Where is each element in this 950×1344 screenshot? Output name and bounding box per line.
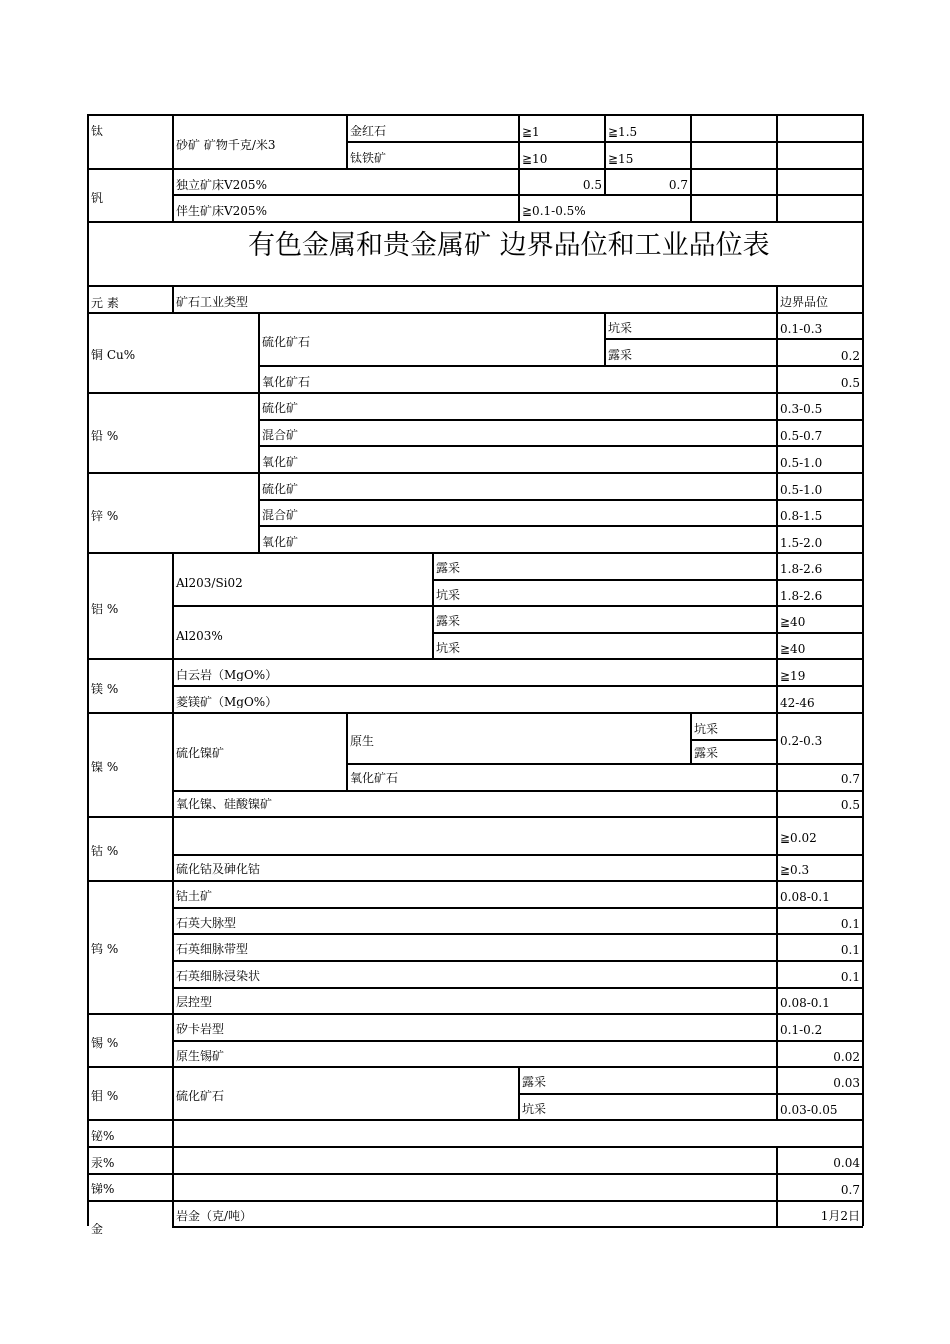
w-type-1: 钴土矿 (176, 890, 213, 902)
ti-boundary-1: ≧1 (522, 126, 540, 138)
pb-type-2: 混合矿 (262, 429, 299, 441)
header-element: 元 素 (91, 297, 119, 309)
co-value-1: ≧0.02 (780, 832, 817, 844)
w-type-5: 层控型 (176, 996, 213, 1008)
zn-value-3: 1.5-2.0 (780, 537, 823, 549)
ni-oxide: 氧化矿石 (350, 772, 399, 784)
w-type-4: 石英细脉浸染状 (176, 970, 261, 982)
ni-primary: 原生 (350, 735, 375, 747)
sn-value-1: 0.1-0.2 (780, 1024, 823, 1036)
w-value-4: 0.1 (840, 971, 860, 983)
cu-sulfide: 硫化矿石 (262, 336, 311, 348)
ni-silicate: 氧化镍、硅酸镍矿 (176, 798, 273, 810)
element-mo: 钼 % (91, 1090, 119, 1102)
pb-type-3: 氧化矿 (262, 456, 299, 468)
cu-open-value: 0.2 (840, 350, 860, 362)
ti-mineral-2: 钛铁矿 (350, 152, 387, 164)
element-al: 铝 % (91, 603, 119, 615)
sb-value: 0.7 (840, 1184, 860, 1196)
mg-type-1: 白云岩（MgO%） (176, 669, 278, 681)
cu-pit: 坑采 (608, 322, 633, 334)
ti-mineral-1: 金红石 (350, 125, 387, 137)
element-au: 金 (91, 1223, 104, 1235)
cu-pit-value: 0.1-0.3 (780, 323, 823, 335)
cu-open: 露采 (608, 349, 633, 361)
mo-type: 硫化矿石 (176, 1090, 225, 1102)
pb-value-3: 0.5-1.0 (780, 457, 823, 469)
element-zn: 锌 % (91, 510, 119, 522)
mo-open: 露采 (522, 1076, 547, 1088)
sn-value-2: 0.02 (833, 1051, 860, 1063)
w-value-5: 0.08-0.1 (780, 997, 830, 1009)
mo-pit-value: 0.03-0.05 (780, 1104, 838, 1116)
ti-boundary-2: ≧10 (522, 153, 548, 165)
element-pb: 铅 % (91, 430, 119, 442)
zn-type-3: 氧化矿 (262, 536, 299, 548)
zn-type-1: 硫化矿 (262, 483, 299, 495)
al-mining-2: 坑采 (436, 589, 461, 601)
element-sb: 锑% (91, 1183, 115, 1195)
mg-value-2: 42-46 (780, 697, 815, 709)
ni-oxide-value: 0.7 (840, 773, 860, 785)
v-industrial-1: 0.7 (668, 179, 688, 191)
al-value-1: 1.8-2.6 (780, 563, 823, 575)
ti-industrial-1: ≧1.5 (608, 126, 638, 138)
mg-type-2: 菱镁矿（MgO%） (176, 696, 278, 708)
zn-value-2: 0.8-1.5 (780, 510, 823, 522)
sn-type-2: 原生锡矿 (176, 1050, 225, 1062)
pb-value-1: 0.3-0.5 (780, 403, 823, 415)
v-type-1: 独立矿床V205% (176, 179, 267, 191)
cu-oxide-value: 0.5 (840, 377, 860, 389)
w-type-3: 石英细脉带型 (176, 943, 249, 955)
w-value-3: 0.1 (840, 944, 860, 956)
v-boundary-1: 0.5 (582, 179, 602, 191)
mg-value-1: ≧19 (780, 670, 806, 682)
element-w: 钨 % (91, 943, 119, 955)
zn-type-2: 混合矿 (262, 509, 299, 521)
sn-type-1: 矽卡岩型 (176, 1023, 225, 1035)
v-boundary-2: ≧0.1-0.5% (522, 205, 586, 217)
page-title: 有色金属和贵金属矿 边界品位和工业品位表 (248, 230, 770, 261)
al-value-4: ≧40 (780, 643, 806, 655)
v-type-2: 伴生矿床V205% (176, 205, 267, 217)
element-cu: 铜 Cu% (91, 349, 136, 361)
hg-value: 0.04 (833, 1157, 860, 1169)
al-value-3: ≧40 (780, 616, 806, 628)
w-value-2: 0.1 (840, 918, 860, 930)
mo-pit: 坑采 (522, 1103, 547, 1115)
al-mining-1: 露采 (436, 562, 461, 574)
ni-primary-value: 0.2-0.3 (780, 735, 823, 747)
header-ore-type: 矿石工业类型 (176, 296, 249, 308)
al-type-2: Al203% (176, 630, 223, 642)
al-type-1: Al203/Si02 (176, 577, 243, 589)
mo-open-value: 0.03 (833, 1077, 860, 1089)
au-type: 岩金（克/吨） (176, 1210, 253, 1222)
ni-pit: 坑采 (694, 723, 719, 735)
w-type-2: 石英大脉型 (176, 917, 237, 929)
al-mining-4: 坑采 (436, 642, 461, 654)
ni-open: 露采 (694, 747, 719, 759)
ti-type: 砂矿 矿物千克/米3 (176, 139, 276, 151)
ni-silicate-value: 0.5 (840, 799, 860, 811)
al-mining-3: 露采 (436, 615, 461, 627)
element-mg: 镁 % (91, 683, 119, 695)
element-ni: 镍 % (91, 761, 119, 773)
ni-sulfide: 硫化镍矿 (176, 747, 225, 759)
al-value-2: 1.8-2.6 (780, 590, 823, 602)
element-ti: 钛 (91, 125, 104, 137)
element-co: 钴 % (91, 845, 119, 857)
element-v: 钒 (91, 192, 104, 204)
co-value-2: ≧0.3 (780, 864, 810, 876)
pb-value-2: 0.5-0.7 (780, 430, 823, 442)
w-value-1: 0.08-0.1 (780, 891, 830, 903)
element-sn: 锡 % (91, 1037, 119, 1049)
zn-value-1: 0.5-1.0 (780, 484, 823, 496)
element-hg: 汞% (91, 1157, 115, 1169)
ti-industrial-2: ≧15 (608, 153, 634, 165)
pb-type-1: 硫化矿 (262, 402, 299, 414)
au-value: 1月2日 (820, 1210, 860, 1222)
header-boundary-grade: 边界品位 (780, 296, 829, 308)
cu-oxide: 氧化矿石 (262, 376, 311, 388)
element-bi: 铋% (91, 1130, 115, 1142)
co-type-2: 硫化钴及砷化钴 (176, 863, 261, 875)
